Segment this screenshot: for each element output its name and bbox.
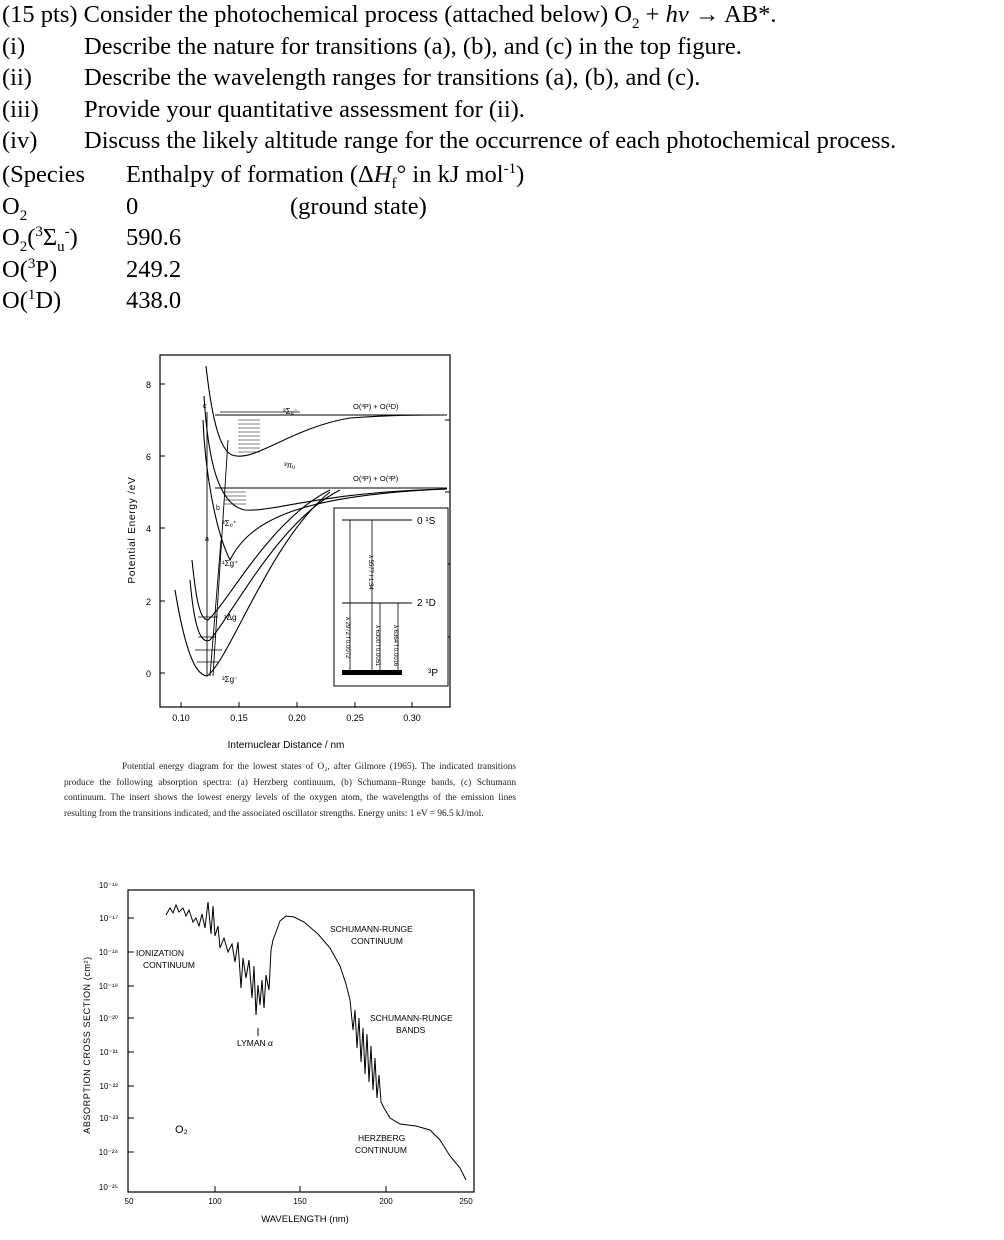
state-label: ³πᵤ [284,461,296,470]
asymptote-upper-label: O(³P) + O(¹D) [353,402,399,411]
inset-line-label: λ 5577 f 1.34 [367,555,373,590]
state-label: ¹Σg⁺ [222,559,239,568]
transition-label: a [205,536,209,543]
question-item: (iv) Discuss the likely altitude range for the occurrence of each photochemical process. [2,127,897,154]
asymptote-lower-label: O(³P) + O(³P) [353,474,399,483]
annotation-label: IONIZATION [136,948,185,958]
inset-line-label: λ 6364 f 0.0016 [392,625,398,667]
y-tick-label: 2 [145,597,151,607]
state-label: ³Σg⁻ [222,675,239,684]
annotation-label: BANDS [396,1025,426,1035]
state-label: ³Σᵤ⁺ [222,519,237,528]
x-tick-label: 0.30 [403,713,421,723]
y-tick-label: 10⁻²⁵ [98,1183,118,1192]
y-axis-label: ABSORPTION CROSS SECTION (cm²) [82,956,92,1134]
y-tick-label: 10⁻²⁰ [99,1014,118,1023]
figure-caption: Potential energy diagram for the lowest states of O₂, after Gilmore (1965). The indicated transitions produce the following absorption spectra: (a) Herzberg continuum, (b) Schumann–Runge bands, (c) Schumann continuum. The insert shows the lowest energy levels of the oxygen atom, the wavelengths of the emission lines resulting from the transitions indicated, and the associated oscillator strengths. Energy units: 1 eV = 96.5 kJ/mol. [64,762,516,819]
y-tick-label: 8 [145,380,151,390]
y-tick-label: 10⁻¹⁸ [98,948,118,957]
transition-a-line [210,540,221,676]
y-tick-label: 10⁻²⁴ [98,1148,118,1157]
transition-label: b [216,505,220,512]
y-tick-label: 10⁻²³ [99,1114,118,1123]
y-tick-label: 10⁻¹⁶ [98,881,118,890]
inset-box [334,508,448,686]
x-tick-label: 0.25 [346,713,364,723]
state-label: ³Σᵤ⁻ [283,407,298,416]
transition-label: c [203,403,207,410]
x-tick-label: 250 [459,1197,473,1206]
y-tick-label: 0 [145,669,151,679]
y-tick-label: 4 [145,524,151,534]
annotation-label: SCHUMANN-RUNGE [330,924,413,934]
y-tick-label: 6 [145,452,151,462]
potential-energy-diagram [0,340,560,760]
y-axis-label: Potential Energy /eV [127,476,138,584]
question-item: (i) Describe the nature for transitions (a), (b), and (c) in the top figure. [2,32,742,60]
plot-frame [128,890,474,1192]
question-item: (ii) Describe the wavelength ranges for transitions (a), (b), and (c). [2,64,701,91]
x-axis-label: Internuclear Distance / nm [227,740,345,751]
x-tick-label: 50 [124,1197,134,1206]
x-axis-label: WAVELENGTH (nm) [261,1214,349,1225]
annotation-label: CONTINUUM [143,960,195,970]
y-tick-label: 10⁻¹⁷ [99,914,118,923]
absorption-spectrum-figure [60,870,580,1240]
curve-3sigma-u-minus [206,366,447,456]
inset-line-label: λ 2972 f 0.0072 [344,617,350,659]
inset-level-label: 2 ¹D [417,598,436,609]
x-tick-label: 100 [208,1197,222,1206]
curve-3sigma-g-minus [175,492,330,676]
annotation-label: CONTINUUM [355,1145,407,1155]
curve-1delta-g [190,490,340,641]
inset-level-label: 0 ¹S [417,516,436,527]
annotation-label: LYMAN α [237,1038,273,1048]
x-tick-label: 0.20 [288,713,306,723]
y-tick-label: 10⁻²² [99,1082,118,1091]
x-tick-label: 0.10 [172,713,190,723]
transition-b-line [213,440,228,676]
y-tick-label: 10⁻²¹ [99,1048,118,1057]
curve-3pi-u [204,396,447,510]
state-label: ¹Δg [224,613,237,622]
y-tick-label: 10⁻¹⁹ [98,982,118,991]
x-tick-label: 0.15 [230,713,248,723]
annotation-label: CONTINUUM [351,936,403,946]
x-tick-label: 150 [293,1197,307,1206]
species-label: O₂ [175,1124,188,1136]
absorption-curve [166,902,466,1180]
annotation-label: HERZBERG [358,1133,406,1143]
question-intro: (15 pts) Consider the photochemical process (attached below) $O_2$ + hv → AB*. [2,1,777,32]
inset-level-label: ³P [428,668,438,679]
inset-line-label: λ 6300 f 0.0051 [374,625,380,667]
annotation-label: SCHUMANN-RUNGE [370,1013,453,1023]
question-item: (iii) Provide your quantitative assessment for (ii). [2,95,525,123]
x-tick-label: 200 [379,1197,393,1206]
